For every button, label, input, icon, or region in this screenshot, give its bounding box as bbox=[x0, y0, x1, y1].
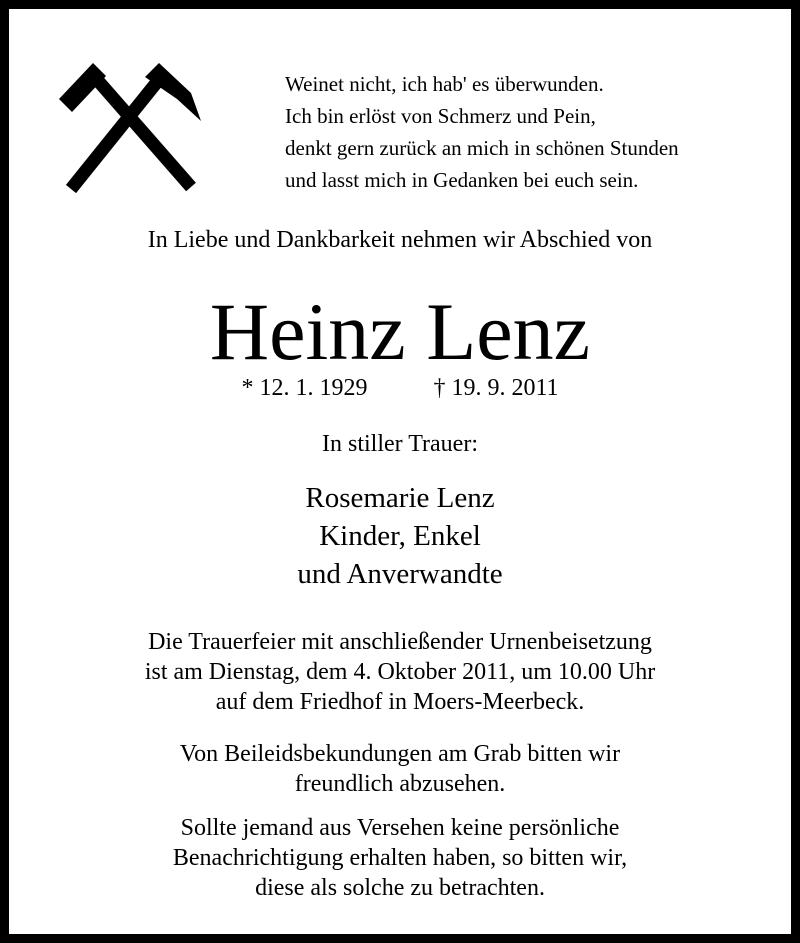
mourner-line: Kinder, Enkel bbox=[319, 520, 481, 552]
verse-line: Weinet nicht, ich hab' es überwunden. bbox=[285, 72, 604, 96]
mourning-heading: In stiller Trauer: bbox=[322, 431, 478, 457]
condolence-line: Von Beileidsbekundungen am Grab bitten wir bbox=[179, 741, 621, 767]
funeral-line: Die Trauerfeier mit anschließender Urnenbeisetzung bbox=[148, 629, 652, 655]
notice-line: Benachrichtigung erhalten haben, so bitten wir, bbox=[172, 845, 628, 871]
hammer-and-pick-icon bbox=[55, 55, 205, 199]
notification-notice bbox=[9, 813, 791, 903]
birth-date: * 12. 1. 1929 bbox=[241, 375, 368, 401]
mourners-list bbox=[9, 479, 791, 593]
farewell-intro: In Liebe und Dankbarkeit nehmen wir Abschied von bbox=[147, 227, 653, 253]
funeral-details bbox=[9, 627, 791, 717]
deceased-name: Heinz Lenz bbox=[209, 286, 591, 377]
verse-line: Ich bin erlöst von Schmerz und Pein, bbox=[285, 104, 596, 128]
verse-line: und lasst mich in Gedanken bei euch sein. bbox=[285, 168, 639, 192]
notice-line: Sollte jemand aus Versehen keine persönliche bbox=[180, 815, 620, 841]
condolence-line: freundlich abzusehen. bbox=[294, 771, 506, 797]
mourner-line: und Anverwandte bbox=[297, 558, 503, 590]
poem-verse bbox=[285, 68, 679, 196]
funeral-line: auf dem Friedhof in Moers-Meerbeck. bbox=[215, 689, 585, 715]
notice-line: diese als solche zu betrachten. bbox=[255, 875, 545, 901]
death-date: † 19. 9. 2011 bbox=[433, 375, 559, 401]
funeral-line: ist am Dienstag, dem 4. Oktober 2011, um 10.00 Uhr bbox=[144, 659, 656, 685]
life-dates bbox=[9, 375, 791, 402]
mourner-line: Rosemarie Lenz bbox=[305, 482, 495, 514]
condolence-request bbox=[9, 739, 791, 799]
verse-line: denkt gern zurück an mich in schönen Stunden bbox=[285, 136, 679, 160]
